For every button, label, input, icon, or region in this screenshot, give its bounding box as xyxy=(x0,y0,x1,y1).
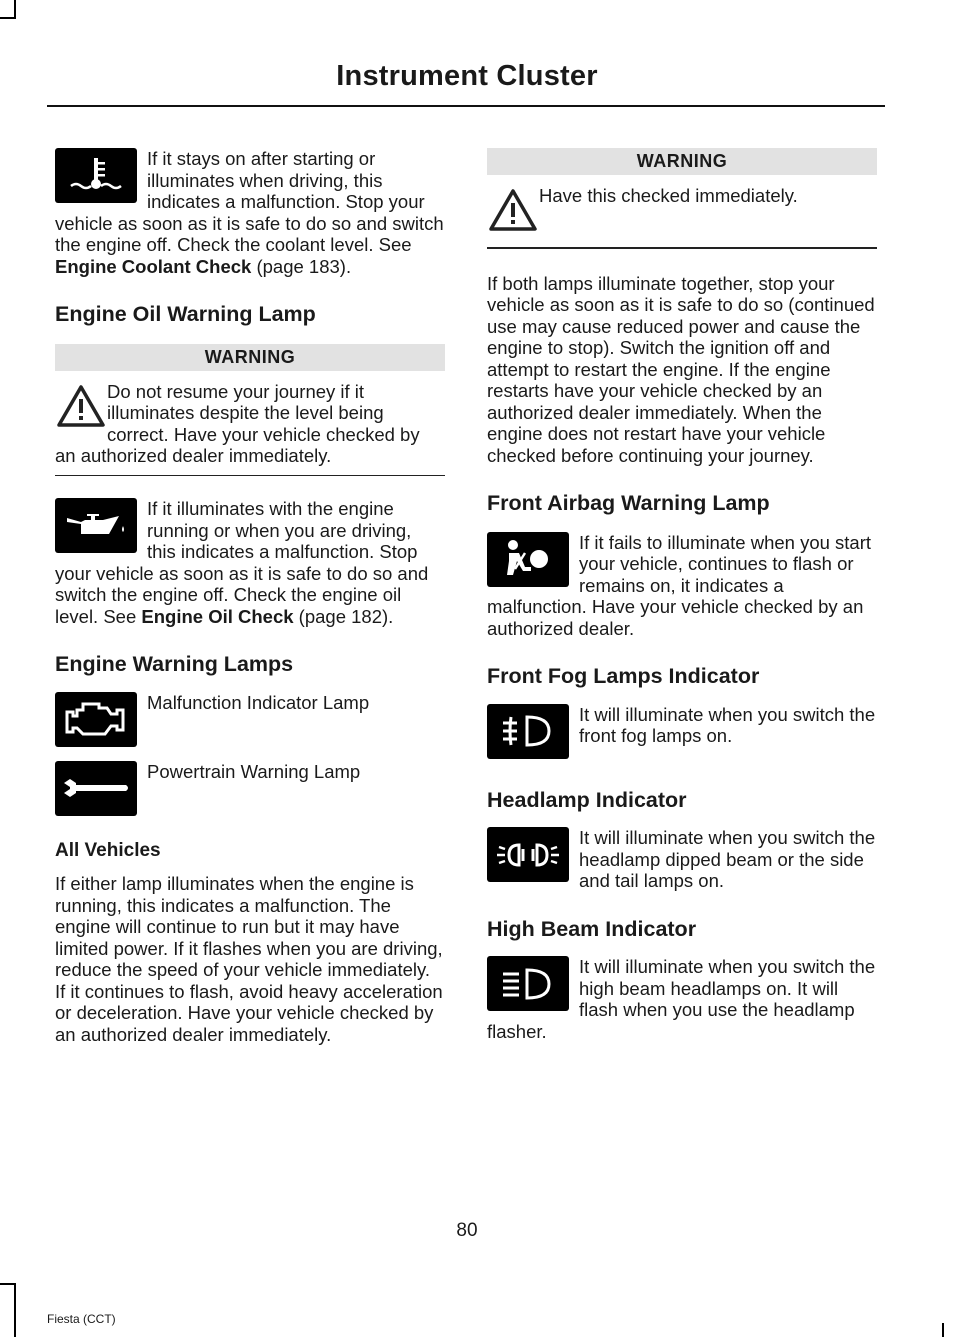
mil-label: Malfunction Indicator Lamp xyxy=(147,691,370,713)
airbag-block xyxy=(487,532,877,640)
all-vehicles-text: If either lamp illuminates when the engine is running, this indicates a malfunction. The engine will continue to run but it may have limited power. If it flashes when you are driving, reduce the speed of your vehicle immediately. If it continues to flash, avoid heavy acceleration or deceleration. Have your vehicle checked by an authorized dealer immediately. xyxy=(55,873,443,1045)
powertrain-block xyxy=(55,761,445,820)
engine-icon xyxy=(55,692,137,747)
oil-can-icon xyxy=(55,498,137,553)
right-warning-text: Have this checked immediately. xyxy=(539,185,798,206)
page-number: 80 xyxy=(456,1220,478,1241)
headlamp-block xyxy=(487,827,877,892)
highbeam-heading: High Beam Indicator xyxy=(487,916,697,941)
warning-divider xyxy=(487,247,877,249)
warning-triangle-icon xyxy=(487,187,539,233)
coolant-temperature-icon xyxy=(55,148,137,203)
front-fog-lamp-icon xyxy=(487,704,569,759)
left-column xyxy=(55,148,445,1045)
right-warning-box xyxy=(487,148,877,249)
oil-lamp-heading: Engine Oil Warning Lamp xyxy=(55,302,316,326)
highbeam-text: It will illuminate when you switch the high beam headlamps on. It will flash when you use the headlamp flasher. xyxy=(487,956,876,1042)
fog-heading: Front Fog Lamps Indicator xyxy=(487,664,760,688)
oil-warning-box xyxy=(55,344,445,477)
airbag-icon xyxy=(487,532,569,587)
fog-text: It will illuminate when you switch the front fog lamps on. xyxy=(579,703,876,746)
engine-lamps-heading: Engine Warning Lamps xyxy=(55,652,294,676)
warning-triangle-icon xyxy=(55,383,107,429)
coolant-text: If it stays on after starting or illuminates when driving, this indicates a malfunction. Stop your vehicle as soon as it is safe to do so and switch the engine off. Check the coolant level. See Engine Coolant Check (page 183). xyxy=(55,148,444,277)
all-vehicles-heading: All Vehicles xyxy=(55,839,161,861)
headlamp-heading: Headlamp Indicator xyxy=(487,787,687,812)
warning-label: WARNING xyxy=(487,148,877,175)
right-column xyxy=(487,148,877,1042)
header-divider xyxy=(47,105,885,107)
highbeam-block xyxy=(487,956,877,1042)
model-label: Fiesta (CCT) xyxy=(47,1312,116,1326)
airbag-text: If it fails to illuminate when you start your vehicle, continues to flash or remains on, it indicates a malfunction. Have your vehicle checked by an authorized dealer. xyxy=(487,531,872,639)
crop-mark xyxy=(942,1323,944,1337)
airbag-heading: Front Airbag Warning Lamp xyxy=(487,491,770,515)
oil-block xyxy=(55,498,445,627)
wrench-icon xyxy=(55,761,137,816)
crop-mark xyxy=(0,17,16,19)
headlamp-icon xyxy=(487,827,569,882)
page-title: Instrument Cluster xyxy=(336,60,598,92)
warning-divider xyxy=(55,475,445,477)
warning-label: WARNING xyxy=(55,344,445,371)
fog-block xyxy=(487,704,877,763)
coolant-block xyxy=(55,148,445,277)
mil-block xyxy=(55,692,445,751)
powertrain-label: Powertrain Warning Lamp xyxy=(147,760,361,782)
coolant-page-reference[interactable]: Engine Coolant Check xyxy=(55,255,252,277)
crop-mark xyxy=(14,0,16,18)
oil-warning-text: Do not resume your journey if it illuminates despite the level being correct. Have your vehicle checked by an authorized dealer immediately. xyxy=(55,380,420,466)
oil-page-reference[interactable]: Engine Oil Check xyxy=(141,605,294,627)
high-beam-icon xyxy=(487,956,569,1011)
oil-text: If it illuminates with the engine running or when you are driving, this indicates a malfunction. Stop your vehicle as soon as it is safe to do so and switch the engine off. Check the engine oil level. See Engine Oil Check (page 182). xyxy=(55,498,429,627)
headlamp-text: It will illuminate when you switch the headlamp dipped beam or the side and tail lamps on. xyxy=(579,827,876,891)
crop-mark xyxy=(14,1283,16,1337)
crop-mark xyxy=(0,1283,16,1285)
both-lamps-text: If both lamps illuminate together, stop your vehicle as soon as it is safe to do so (continued use may cause reduced power and cause the engine to stop). Switch the ignition off and attempt to restart the engine. If the engine restarts have your vehicle checked by an authorized dealer immediately. When the engine does not restart have your vehicle checked before continuing your journey. xyxy=(487,272,875,466)
